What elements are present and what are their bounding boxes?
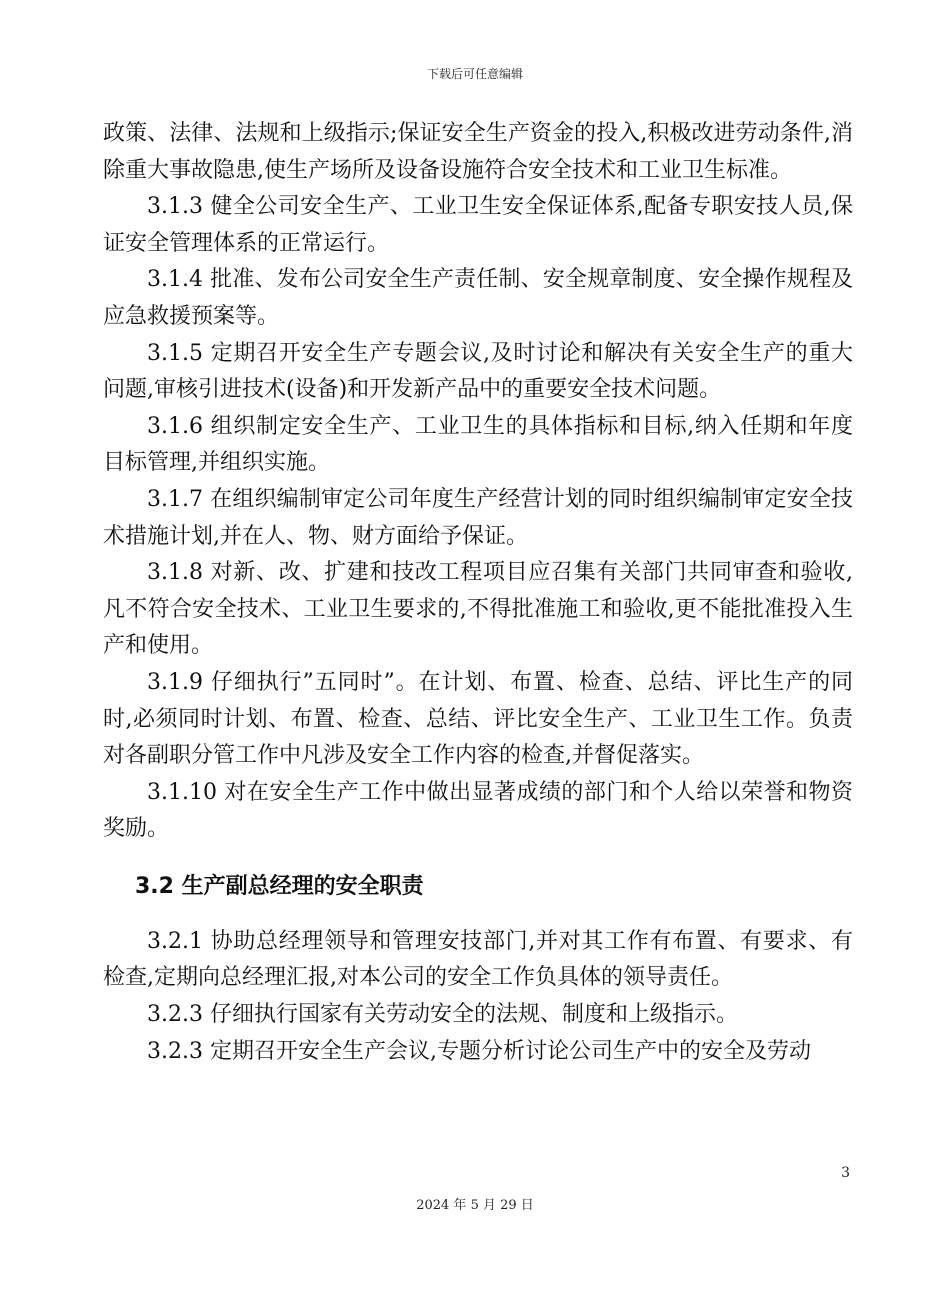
paragraph-3-2-1: 3.2.1 协助总经理领导和管理安技部门,并对其工作有布置、有要求、有检查,定期向总经理汇报,对本公司的安全工作负具体的领导责任。 (103, 928, 853, 991)
paragraph-3-2-3-a: 3.2.3 仔细执行国家有关劳动安全的法规、制度和上级指示。 (147, 1002, 738, 1028)
paragraph-continuation: 政策、法律、法规和上级指示;保证安全生产资金的投入,积极改进劳动条件,消除重大事故隐患,使生产场所及设备设施符合安全技术和工业卫生标准。 (103, 121, 853, 183)
paragraph-3-1-5: 3.1.5 定期召开安全生产专题会议,及时讨论和解决有关安全生产的重大问题,审核引进技术(设备)和开发新产品中的重要安全技术问题。 (103, 340, 853, 403)
section-heading-3-2: 3.2 生产副总经理的安全职责 (135, 873, 424, 899)
paragraph-3-1-3: 3.1.3 健全公司安全生产、工业卫生安全保证体系,配备专职安技人员,保证安全管理体系的正常运行。 (103, 194, 853, 256)
paragraph-3-1-8: 3.1.8 对新、改、扩建和技改工程项目应召集有关部门共同审查和验收,凡不符合安全技术、工业卫生要求的,不得批准施工和验收,更不能批准投入生产和使用。 (103, 560, 853, 659)
paragraph-3-1-4: 3.1.4 批准、发布公司安全生产责任制、安全规章制度、安全操作规程及应急救援预案等。 (103, 267, 853, 329)
header-note: 下载后可任意编辑 (426, 67, 523, 81)
paragraph-3-1-9: 3.1.9 仔细执行”五同时”。在计划、布置、检查、总结、评比生产的同时,必须同时计划、布置、检查、总结、评比安全生产、工业卫生工作。负责对各副职分管工作中凡涉及安全工作内容的检查,并督促落实。 (103, 669, 853, 769)
paragraph-3-2-3-b: 3.2.3 定期召开安全生产会议,专题分析讨论公司生产中的安全及劳动 (147, 1038, 811, 1064)
footer-date: 2024 年 5 月 29 日 (416, 1198, 534, 1213)
document-body (103, 116, 853, 1070)
page-number: 3 (841, 1165, 850, 1181)
paragraph-3-1-6: 3.1.6 组织制定安全生产、工业卫生的具体指标和目标,纳入任期和年度目标管理,并组织实施。 (103, 413, 853, 476)
paragraph-3-1-7: 3.1.7 在组织编制审定公司年度生产经营计划的同时组织编制审定安全技术措施计划,并在人、物、财方面给予保证。 (103, 486, 853, 549)
paragraph-3-1-10: 3.1.10 对在安全生产工作中做出显著成绩的部门和个人给以荣誉和物资奖励。 (103, 779, 853, 842)
